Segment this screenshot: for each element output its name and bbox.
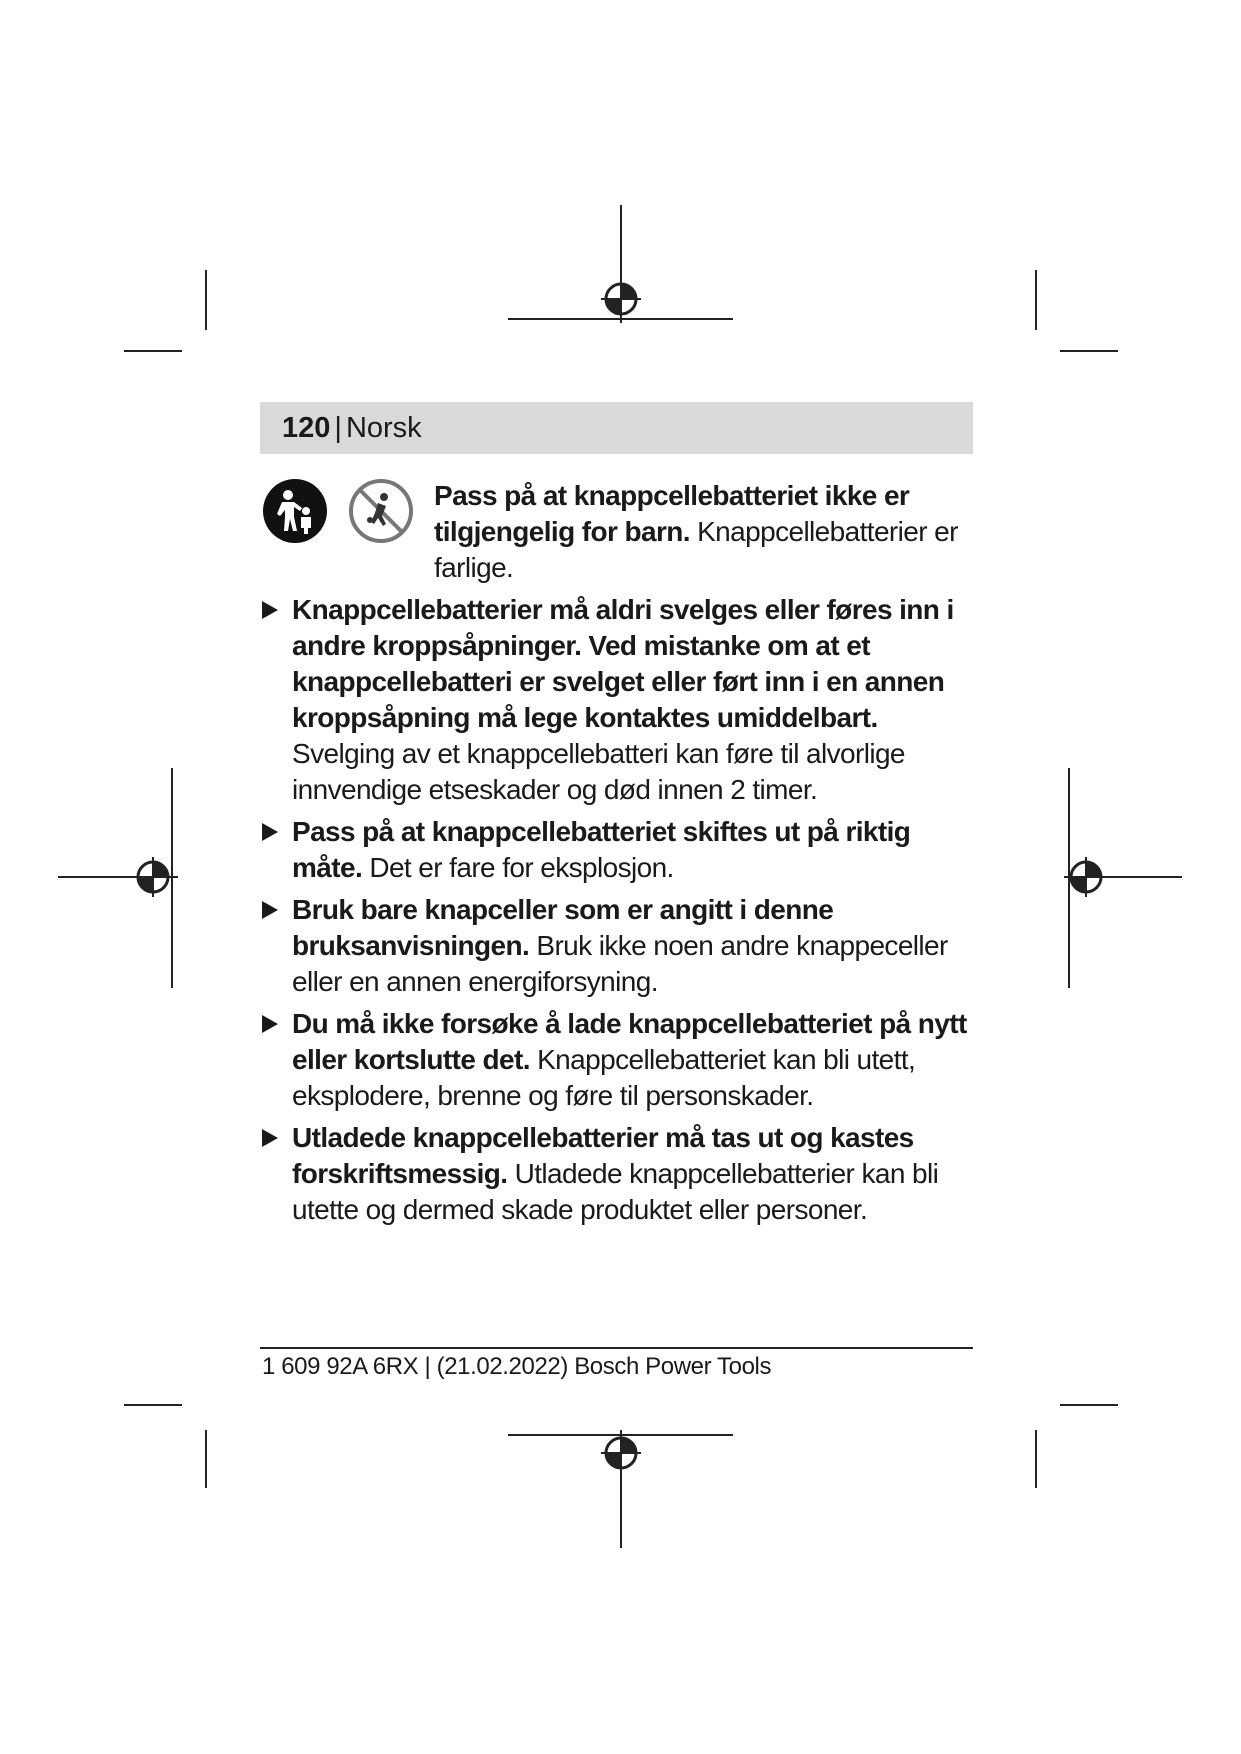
item-normal: Knappcellebatteriet kan bli utett, eksplodere, brenne og føre til personskader.: [292, 1044, 916, 1111]
item-normal: Svelging av et knappcellebatteri kan føre til alvorlige innvendige etseskader og død innen 2 timer.: [292, 738, 905, 805]
crop-mark-top-left-vertical: [205, 270, 207, 330]
safety-list: [262, 592, 982, 1234]
intro-bold: Pass på at knappcellebatteriet ikke er tilgjengelig for barn.: [434, 480, 910, 547]
registration-target-bottom: [601, 1433, 641, 1473]
child-safety-icon: [262, 478, 328, 544]
list-item: [262, 814, 982, 886]
registration-target-top: [601, 279, 641, 319]
triangle-bullet-icon: [262, 823, 278, 841]
item-normal: Det er fare for eksplosjon.: [362, 852, 674, 883]
registration-target-left: [133, 857, 173, 897]
item-bold: Du må ikke forsøke å lade knappcellebatteriet på nytt eller kortslutte det.: [292, 1008, 967, 1075]
crop-mark-bottom-right-vertical: [1035, 1430, 1037, 1488]
item-bold: Knappcellebatterier må aldri svelges eller føres inn i andre kroppsåpninger. Ved mistanke om at et knappcellebatteri er svelget eller ført inn i en annen kroppsåpning må lege kontaktes umiddelbart.: [292, 594, 954, 733]
crop-mark-top-left-horizontal: [124, 350, 182, 352]
header-text: [282, 412, 422, 444]
crop-mark-top-right-vertical: [1035, 270, 1037, 330]
intro-warning: [434, 478, 974, 586]
item-bold: Utladede knappcellebatterier må tas ut og kastes forskriftsmessig.: [292, 1122, 914, 1189]
triangle-bullet-icon: [262, 601, 278, 619]
page-header: [260, 402, 973, 454]
page-number: 120: [282, 412, 331, 444]
warning-icons: [262, 478, 422, 548]
item-bold: Bruk bare knapceller som er angitt i denne bruksanvisningen.: [292, 894, 834, 961]
list-item: [262, 1120, 982, 1228]
footer-rule: [260, 1347, 973, 1349]
crop-mark-top-right-horizontal: [1060, 350, 1118, 352]
footer-text: 1 609 92A 6RX | (21.02.2022) Bosch Power Tools: [262, 1353, 772, 1380]
list-item: [262, 892, 982, 1000]
list-item: [262, 592, 982, 808]
item-bold: Pass på at knappcellebatteriet skiftes ut på riktig måte.: [292, 816, 911, 883]
crop-mark-bottom-right-horizontal: [1060, 1404, 1118, 1406]
triangle-bullet-icon: [262, 1129, 278, 1147]
list-item: [262, 1006, 982, 1114]
item-normal: Bruk ikke noen andre knappeceller eller en annen energiforsyning.: [292, 930, 948, 997]
crop-mark-bottom-left-horizontal: [124, 1404, 182, 1406]
header-separator: |: [334, 412, 342, 444]
section-title: Norsk: [345, 412, 422, 444]
triangle-bullet-icon: [262, 1015, 278, 1033]
crop-mark-bottom-left-vertical: [205, 1430, 207, 1488]
intro-normal: Knappcellebatterier er farlige.: [434, 516, 958, 583]
triangle-bullet-icon: [262, 901, 278, 919]
registration-target-right: [1066, 857, 1106, 897]
item-normal: Utladede knappcellebatterier kan bli utette og dermed skade produktet eller personer.: [292, 1158, 939, 1225]
no-swallow-battery-icon: [348, 478, 414, 544]
